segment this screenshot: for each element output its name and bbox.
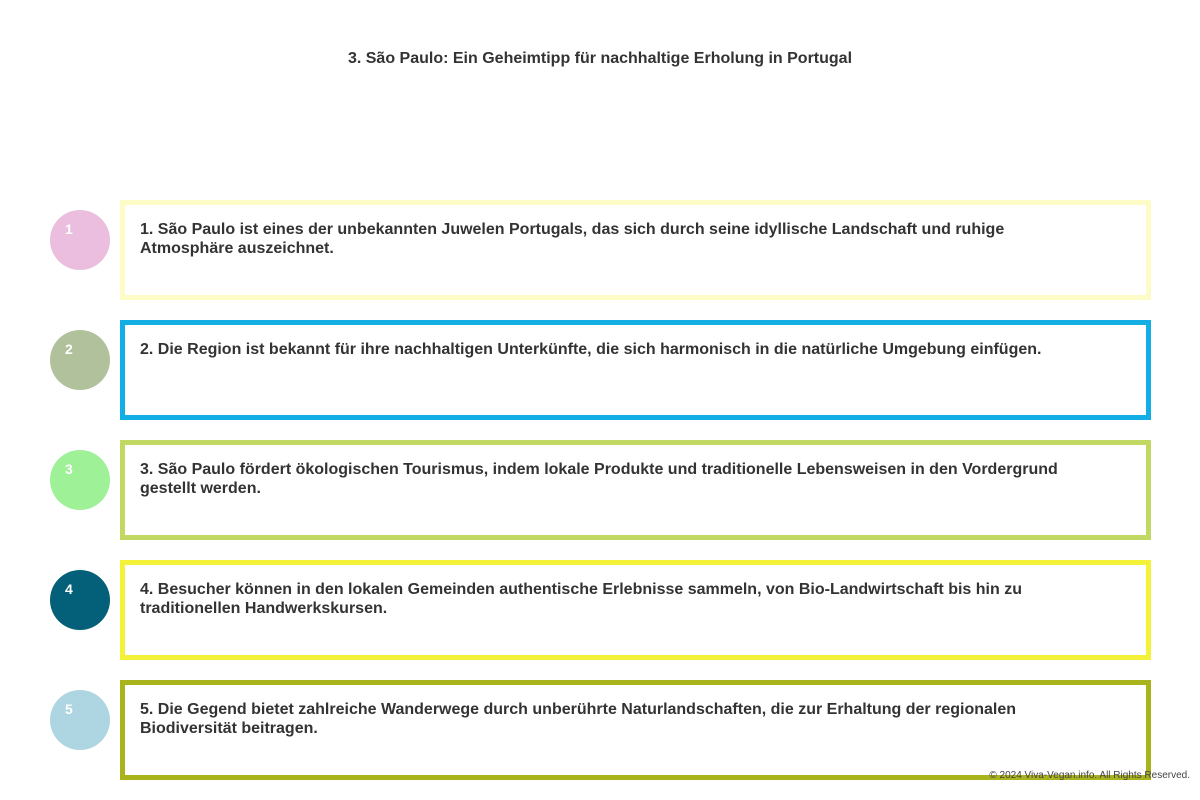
step-item-3	[0, 440, 1200, 540]
step-box-1	[120, 200, 1151, 300]
step-circle-3	[50, 450, 110, 510]
copyright-footer: © 2024 Viva-Vegan.info. All Rights Reserved.	[989, 770, 1190, 781]
step-item-1	[0, 200, 1200, 300]
step-box-2	[120, 320, 1151, 420]
step-text-5: 5. Die Gegend bietet zahlreiche Wanderwege durch unberührte Naturlandschaften, die zur Erhaltung der regionalen Biodiversität beitragen.	[140, 701, 1017, 737]
step-text-3: 3. São Paulo fördert ökologischen Tourismus, indem lokale Produkte und traditionelle Lebensweisen in den Vordergrund gestellt werden.	[140, 461, 1058, 497]
step-number-2: 2	[65, 341, 73, 357]
step-circle-2	[50, 330, 110, 390]
step-number-4: 4	[65, 581, 73, 597]
step-number-5: 5	[65, 701, 73, 717]
step-text-1: 1. São Paulo ist eines der unbekannten Juwelen Portugals, das sich durch seine idyllische Landschaft und ruhige Atmosphäre auszeichnet.	[140, 221, 1005, 257]
page-title: 3. São Paulo: Ein Geheimtipp für nachhaltige Erholung in Portugal	[347, 50, 853, 67]
step-box-3	[120, 440, 1151, 540]
step-text-2: 2. Die Region ist bekannt für ihre nachhaltigen Unterkünfte, die sich harmonisch in die natürliche Umgebung einfügen.	[140, 341, 1042, 358]
step-number-1: 1	[65, 221, 73, 237]
step-number-3: 3	[65, 461, 73, 477]
step-box-4	[120, 560, 1151, 660]
step-item-2	[0, 320, 1200, 420]
step-circle-5	[50, 690, 110, 750]
step-item-4	[0, 560, 1200, 660]
step-item-5	[0, 680, 1200, 780]
step-text-4: 4. Besucher können in den lokalen Gemeinden authentische Erlebnisse sammeln, von Bio-Landwirtschaft bis hin zu traditionellen Handwerkskursen.	[140, 581, 1022, 617]
step-circle-4	[50, 570, 110, 630]
step-circle-1	[50, 210, 110, 270]
step-box-5	[120, 680, 1151, 780]
